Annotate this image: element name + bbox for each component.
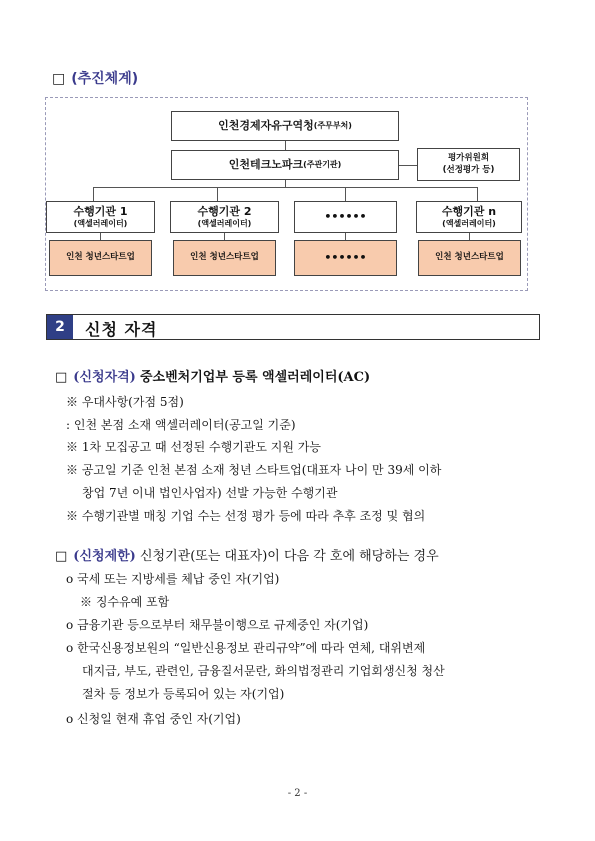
note-line: ※ 우대사항(가점 5점) — [66, 395, 184, 409]
restriction-item: o 한국신용정보원의 “일반신용정보 관리규약”에 따라 연체, 대위변제 — [66, 641, 426, 655]
org-startup-n — [418, 240, 521, 276]
org-section-label: (추진체계) — [71, 71, 139, 87]
note-line: : 인천 본점 소재 액셀러레이터(공고일 기준) — [66, 418, 296, 432]
restriction-text: 신청기관(또는 대표자)이 다음 각 호에 해당하는 경우 — [139, 549, 439, 564]
restriction-item: o 국세 또는 지방세를 체납 중인 자(기업) — [66, 572, 280, 586]
qualification-label: (신청자격) — [73, 370, 136, 385]
agency-name: 수행기관 n — [441, 204, 497, 218]
org-startup-1 — [49, 240, 152, 276]
org-box-mid — [171, 150, 399, 180]
page-number: - 2 - — [287, 788, 308, 799]
agency-role: (액셀러레이터) — [197, 218, 252, 228]
startup-label: 인천 청년스타트업 — [66, 252, 135, 263]
org-startup-ellipsis — [294, 240, 397, 276]
agency-role: (액셀러레이터) — [442, 218, 496, 228]
startup-label: •••••• — [324, 250, 367, 264]
org-mid-role: (주관기관) — [303, 159, 342, 169]
restriction-item: o 신청일 현재 휴업 중인 자(기업) — [66, 712, 241, 726]
checkbox-glyph: □ — [52, 71, 66, 87]
note-line: ※ 1차 모집공고 때 선정된 수행기관도 지원 가능 — [66, 440, 321, 454]
org-mid-name: 인천테크노파크 — [228, 157, 304, 171]
restriction-label: (신청제한) — [73, 549, 136, 564]
agency-name: •••••• — [324, 209, 367, 223]
qualification-text: 중소벤처기업부 등록 액셀러레이터(AC) — [139, 370, 371, 385]
section-2-header — [46, 314, 540, 340]
qualification-heading — [55, 366, 370, 385]
org-eval-line1: 평가위원회 — [447, 153, 490, 164]
note-line: ※ 수행기관별 매칭 기업 수는 선정 평가 등에 따라 추후 조정 및 협의 — [66, 509, 426, 523]
checkbox-glyph: □ — [55, 370, 68, 385]
checkbox-glyph: □ — [55, 549, 68, 564]
startup-label: 인천 청년스타트업 — [190, 252, 259, 263]
org-agency-1 — [46, 201, 155, 233]
restriction-item: 대지급, 부도, 관련인, 금융질서문란, 화의법정관리 기업회생신청 청산 — [82, 664, 445, 678]
restriction-item: ※ 징수유예 포함 — [80, 595, 170, 609]
agency-name: 수행기관 1 — [73, 204, 128, 218]
restriction-heading — [55, 545, 439, 564]
org-chart — [45, 97, 528, 291]
section-title: 신청 자격 — [85, 320, 158, 339]
org-section-title — [52, 68, 138, 88]
org-top-name: 인천경제자유구역청 — [218, 118, 314, 132]
agency-role: (액셀러레이터) — [73, 218, 128, 228]
org-agency-n — [416, 201, 522, 233]
note-line: 창업 7년 이내 법인사업자) 선발 가능한 수행기관 — [82, 486, 338, 500]
startup-label: 인천 청년스타트업 — [435, 252, 504, 263]
org-startup-2 — [173, 240, 276, 276]
org-agency-2 — [170, 201, 279, 233]
org-top-role: (주무부처) — [313, 120, 352, 130]
section-number: 2 — [47, 315, 73, 339]
note-line: ※ 공고일 기준 인천 본점 소재 청년 스타트업(대표자 나이 만 39세 이하 — [66, 463, 442, 477]
agency-name: 수행기관 2 — [197, 204, 252, 218]
org-agency-ellipsis — [294, 201, 397, 233]
org-eval-line2: (선정평가 등) — [442, 164, 495, 175]
org-box-top — [171, 111, 399, 141]
restriction-item: o 금융기관 등으로부터 채무불이행으로 규제중인 자(기업) — [66, 618, 369, 632]
org-box-eval — [417, 148, 520, 181]
restriction-item: 절차 등 정보가 등록되어 있는 자(기업) — [82, 687, 285, 701]
